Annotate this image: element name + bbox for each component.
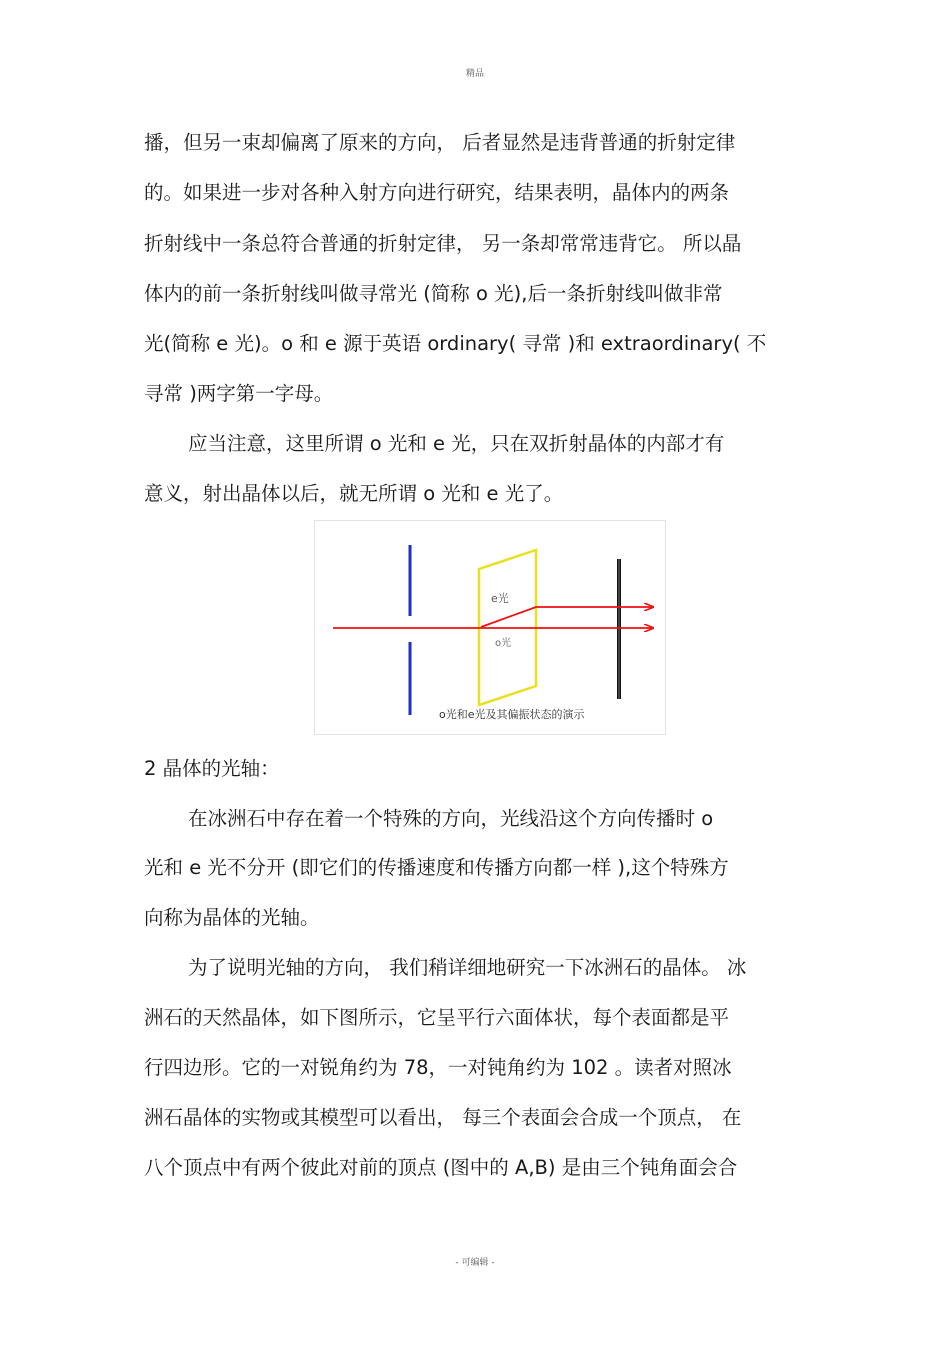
paragraph-line: 向称为晶体的光轴。 (144, 906, 320, 929)
paragraph-line: 应当注意，这里所谓 o 光和 e 光，只在双折射晶体的内部才有 (188, 432, 725, 455)
paragraph-line: 折射线中一条总符合普通的折射定律， 另一条却常常违背它。 所以晶 (144, 232, 742, 255)
paragraph-line: 八个顶点中有两个彼此对前的顶点 (图中的 A,B) 是由三个钝角面会合 (144, 1156, 738, 1179)
paragraph-line: 洲石晶体的实物或其模型可以看出， 每三个表面会合成一个顶点， 在 (144, 1106, 742, 1129)
paragraph-line: 光(简称 e 光)。o 和 e 源于英语 ordinary( 寻常 )和 extraordinary( 不 (144, 332, 767, 355)
o-ray-label: o光 (495, 638, 512, 649)
paragraph-line: 行四边形。它的一对锐角约为 78，一对钝角约为 102 。读者对照冰 (144, 1056, 732, 1079)
e-ray (481, 607, 653, 627)
paragraph-line: 光和 e 光不分开 (即它们的传播速度和传播方向都一样 ),这个特殊方 (144, 856, 729, 879)
e-ray-label: e光 (491, 592, 509, 605)
paragraph-line: 寻常 )两字第一字母。 (144, 382, 334, 405)
paragraph-line: 播，但另一束却偏离了原来的方向， 后者显然是违背普通的折射定律 (144, 131, 736, 154)
page-footer: - 可编辑 - (455, 1258, 495, 1268)
paragraph-line: 洲石的天然晶体，如下图所示，它呈平行六面体状，每个表面都是平 (144, 1006, 730, 1029)
birefringence-figure (314, 520, 666, 735)
paragraph-line: 为了说明光轴的方向， 我们稍详细地研究一下冰洲石的晶体。 冰 (188, 956, 747, 979)
page-header: 精品 (465, 69, 484, 79)
section-heading: 2 晶体的光轴： (144, 757, 280, 780)
paragraph-line: 在冰洲石中存在着一个特殊的方向，光线沿这个方向传播时 o (188, 807, 714, 830)
paragraph-line: 的。如果进一步对各种入射方向进行研究，结果表明，晶体内的两条 (144, 181, 730, 204)
figure-caption: o光和e光及其偏振状态的演示 (439, 708, 585, 721)
paragraph-line: 体内的前一条折射线叫做寻常光 (简称 o 光),后一条折射线叫做非常 (144, 282, 723, 305)
figure-drawing (315, 521, 665, 734)
paragraph-line: 意义，射出晶体以后，就无所谓 o 光和 e 光了。 (144, 482, 564, 505)
